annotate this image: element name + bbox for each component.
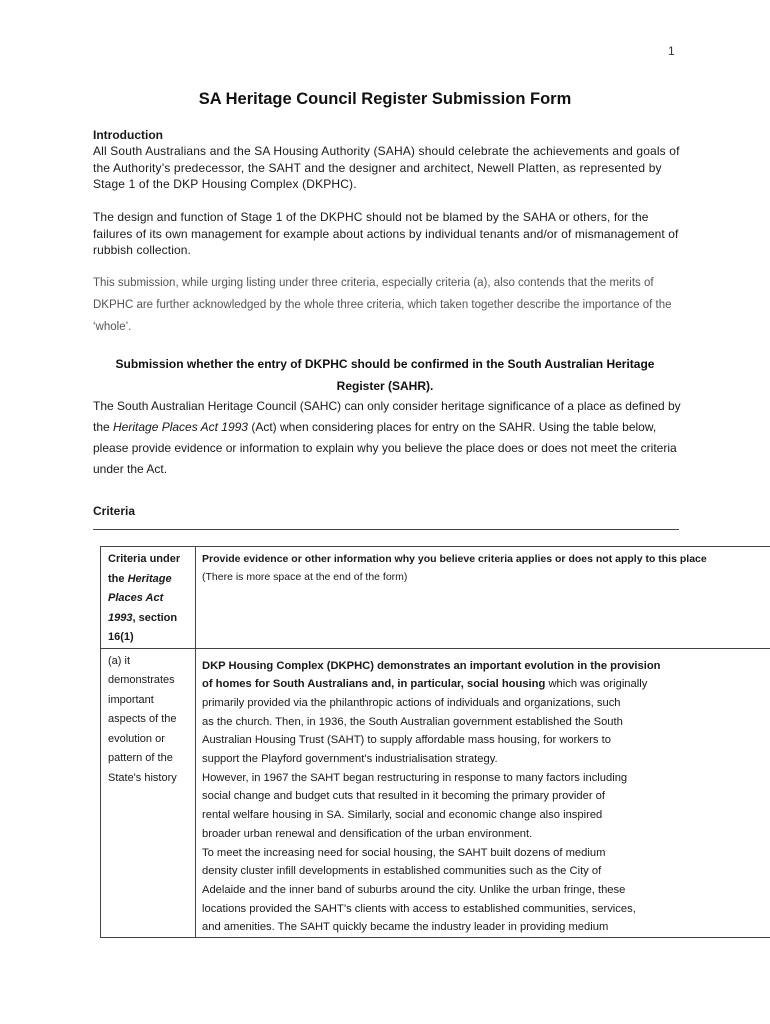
evidence-line	[202, 825, 770, 844]
evidence-line-text: locations provided the SAHT’s clients with access to established communities, services,	[202, 902, 636, 915]
header-evidence-cell	[196, 547, 770, 649]
evidence-line-text: of homes for South Australians and, in particular, social housing	[202, 678, 546, 691]
criterion-a-label-cell	[101, 648, 196, 938]
header-col1-text-b: , section 16(1)	[108, 611, 178, 643]
criterion-a-evidence-cell[interactable]	[196, 648, 770, 938]
act-name: Heritage Places Act 1993	[113, 420, 248, 434]
evidence-line	[202, 844, 770, 863]
evidence-line-text: To meet the increasing need for social housing, the SAHT built dozens of medium	[202, 846, 606, 859]
page-number: 1	[668, 44, 675, 58]
evidence-line-text: DKP Housing Complex (DKPHC) demonstrates an important evolution in the provision	[202, 659, 661, 672]
introduction-heading: Introduction	[93, 128, 163, 142]
evidence-line	[202, 750, 770, 769]
evidence-line-text: Australian Housing Trust (SAHT) to supply affordable mass housing, for workers to	[202, 734, 611, 747]
header-col1-act: Heritage Places Act 1993	[108, 572, 172, 624]
submission-text-start: The South Australian Heritage Council (SAHC) can only consider heritage significance of a place as defined by the	[93, 399, 681, 434]
evidence-line	[202, 806, 770, 825]
evidence-line-text: as the church. Then, in 1936, the South Australian government established the South	[202, 715, 623, 728]
criteria-table	[100, 546, 770, 938]
evidence-line	[202, 713, 770, 732]
evidence-line-text: rental welfare housing in SA. Similarly, social and economic change also inspired	[202, 809, 603, 822]
evidence-line-text: social change and budget cuts that resulted in it becoming the primary provider of	[202, 790, 605, 803]
header-col2-title: Provide evidence or other information why you believe criteria applies or does not apply to this place	[202, 553, 707, 565]
evidence-line-rest: which was originally	[545, 678, 648, 691]
introduction-paragraph-1: All South Australians and the SA Housing Authority (SAHA) should celebrate the achievements and goals of the Authority’s predecessor, the SAHT and the designer and architect, Newell Platten, as represented by Stage 1 of the DKP Housing Complex (DKPHC).	[93, 144, 680, 191]
evidence-line	[202, 769, 770, 788]
evidence-line-text: However, in 1967 the SAHT began restructuring in response to many factors including	[202, 771, 628, 784]
criterion-a-evidence-text[interactable]	[196, 649, 770, 938]
submission-text-end: (Act) when considering places for entry on the SAHR. Using the table below, please provide evidence or information to explain why you believe the place does or does not meet the criteria under the Act.	[93, 420, 677, 476]
table-row	[101, 648, 770, 938]
evidence-line	[202, 694, 770, 713]
evidence-line-text: broader urban renewal and densification of the urban environment.	[202, 827, 533, 840]
table-header-row	[101, 547, 770, 649]
evidence-line	[202, 657, 770, 676]
evidence-line	[202, 862, 770, 881]
header-criteria-cell	[101, 547, 196, 649]
evidence-line	[202, 918, 770, 937]
evidence-line-text: and amenities. The SAHT quickly became the industry leader in providing medium	[202, 921, 609, 934]
introduction-paragraph-3: This submission, while urging listing under three criteria, especially criteria (a), also contends that the merits of DKPHC are further acknowledged by the whole three criteria, which taken together describe the importance of the ‘whole’.	[93, 277, 672, 333]
evidence-line-text: Adelaide and the inner band of suburbs around the city. Unlike the urban fringe, these	[202, 883, 626, 896]
submission-paragraph	[93, 396, 683, 480]
evidence-line-text: primarily provided via the philanthropic actions of individuals and organizations, such	[202, 696, 621, 709]
introduction-paragraph-2: The design and function of Stage 1 of the DKPHC should not be blamed by the SAHA or others, for the failures of its own management for example about actions by individual tenants and/or of mismanagement of rubbish collection.	[93, 210, 679, 257]
criterion-a-label: (a) it demonstrates important aspects of the evolution or pattern of the State's history	[108, 654, 177, 784]
evidence-line	[202, 731, 770, 750]
header-col1-text-a: Criteria under the	[108, 553, 181, 585]
criteria-heading: Criteria	[93, 504, 136, 518]
evidence-line	[202, 881, 770, 900]
evidence-line	[202, 675, 770, 694]
header-col2-note: (There is more space at the end of the form)	[202, 571, 408, 583]
form-title: SA Heritage Council Register Submission Form	[198, 90, 572, 108]
evidence-line	[202, 787, 770, 806]
evidence-line-text: support the Playford government’s industrialisation strategy.	[202, 753, 498, 766]
submission-heading: Submission whether the entry of DKPHC should be confirmed in the South Australian Heritage Register (SAHR).	[115, 357, 655, 393]
section-divider	[93, 529, 679, 530]
evidence-line-text: density cluster infill developments in established communities such as the City of	[202, 865, 602, 878]
evidence-line	[202, 900, 770, 919]
